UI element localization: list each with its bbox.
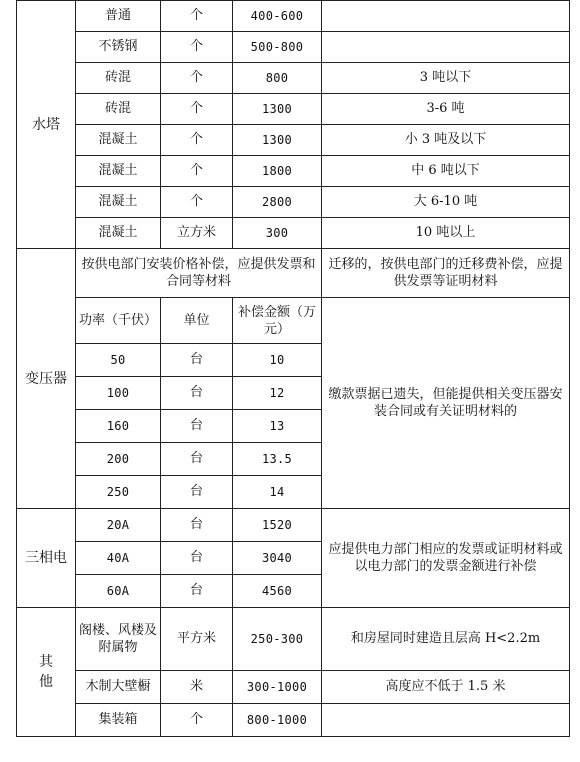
item-name: 混凝土 (76, 125, 161, 156)
item-amount: 500-800 (233, 32, 322, 63)
three-phase-unit: 台 (161, 542, 233, 575)
compensation-table (16, 0, 570, 737)
item-amount: 300 (233, 218, 322, 249)
other-item-unit: 米 (161, 671, 233, 704)
table-row (17, 704, 570, 737)
three-phase-spec: 20A (76, 509, 161, 542)
item-unit: 个 (161, 94, 233, 125)
compensation-table-wrapper (16, 0, 570, 737)
item-note: 10 吨以上 (322, 218, 570, 249)
column-header-power: 功率（千伏） (76, 298, 161, 344)
transformer-unit: 台 (161, 443, 233, 476)
item-name: 混凝土 (76, 187, 161, 218)
three-phase-amount: 1520 (233, 509, 322, 542)
other-item-note: 高度应不低于 1.5 米 (322, 671, 570, 704)
item-unit: 立方米 (161, 218, 233, 249)
transformer-power: 160 (76, 410, 161, 443)
category-transformer: 变压器 (17, 249, 76, 509)
item-name: 不锈钢 (76, 32, 161, 63)
column-header-unit: 单位 (161, 298, 233, 344)
item-name: 混凝土 (76, 156, 161, 187)
transformer-amount: 13.5 (233, 443, 322, 476)
other-item-note: 和房屋同时建造且层高 H<2.2m (322, 608, 570, 671)
item-name: 普通 (76, 1, 161, 32)
table-header-row (17, 298, 570, 344)
table-row (17, 94, 570, 125)
item-note (322, 1, 570, 32)
other-item-unit: 平方米 (161, 608, 233, 671)
category-water-tower: 水塔 (17, 1, 76, 249)
transformer-amount: 10 (233, 344, 322, 377)
item-amount: 2800 (233, 187, 322, 218)
item-note: 中 6 吨以下 (322, 156, 570, 187)
other-item-unit: 个 (161, 704, 233, 737)
other-item-note (322, 704, 570, 737)
transformer-power: 200 (76, 443, 161, 476)
table-row (17, 608, 570, 671)
transformer-unit: 台 (161, 344, 233, 377)
table-row (17, 63, 570, 94)
table-row (17, 32, 570, 63)
other-item-name: 阁楼、风楼及附属物 (76, 608, 161, 671)
item-unit: 个 (161, 125, 233, 156)
transformer-intro-left: 按供电部门安装价格补偿，应提供发票和合同等材料 (76, 249, 322, 298)
other-item-amount: 300-1000 (233, 671, 322, 704)
transformer-unit: 台 (161, 377, 233, 410)
three-phase-note: 应提供电力部门相应的发票或证明材料或以电力部门的发票金额进行补偿 (322, 509, 570, 608)
item-amount: 400-600 (233, 1, 322, 32)
transformer-power: 100 (76, 377, 161, 410)
other-item-amount: 800-1000 (233, 704, 322, 737)
table-row (17, 671, 570, 704)
three-phase-spec: 40A (76, 542, 161, 575)
item-note: 大 6-10 吨 (322, 187, 570, 218)
item-unit: 个 (161, 32, 233, 63)
item-note: 3 吨以下 (322, 63, 570, 94)
transformer-amount: 13 (233, 410, 322, 443)
table-row (17, 509, 570, 542)
item-name: 砖混 (76, 63, 161, 94)
item-note: 小 3 吨及以下 (322, 125, 570, 156)
item-unit: 个 (161, 187, 233, 218)
item-amount: 800 (233, 63, 322, 94)
table-row (17, 187, 570, 218)
category-three-phase: 三相电 (17, 509, 76, 608)
item-amount: 1300 (233, 94, 322, 125)
table-row (17, 218, 570, 249)
three-phase-unit: 台 (161, 575, 233, 608)
transformer-intro-right: 迁移的，按供电部门的迁移费补偿，应提供发票等证明材料 (322, 249, 570, 298)
three-phase-unit: 台 (161, 509, 233, 542)
transformer-amount: 14 (233, 476, 322, 509)
transformer-power: 50 (76, 344, 161, 377)
transformer-note: 缴款票据已遗失，但能提供相关变压器安装合同或有关证明材料的 (322, 298, 570, 509)
other-item-amount: 250-300 (233, 608, 322, 671)
table-row (17, 125, 570, 156)
table-row (17, 156, 570, 187)
item-unit: 个 (161, 156, 233, 187)
item-note: 3-6 吨 (322, 94, 570, 125)
other-item-name: 木制大壁橱 (76, 671, 161, 704)
item-unit: 个 (161, 1, 233, 32)
other-item-name: 集装箱 (76, 704, 161, 737)
transformer-amount: 12 (233, 377, 322, 410)
column-header-amount: 补偿金额（万元） (233, 298, 322, 344)
three-phase-spec: 60A (76, 575, 161, 608)
transformer-unit: 台 (161, 410, 233, 443)
transformer-unit: 台 (161, 476, 233, 509)
table-row (17, 1, 570, 32)
item-note (322, 32, 570, 63)
three-phase-amount: 3040 (233, 542, 322, 575)
transformer-power: 250 (76, 476, 161, 509)
item-unit: 个 (161, 63, 233, 94)
item-amount: 1300 (233, 125, 322, 156)
item-name: 砖混 (76, 94, 161, 125)
category-other: 其他 (17, 608, 76, 737)
item-amount: 1800 (233, 156, 322, 187)
three-phase-amount: 4560 (233, 575, 322, 608)
item-name: 混凝土 (76, 218, 161, 249)
table-row (17, 249, 570, 298)
